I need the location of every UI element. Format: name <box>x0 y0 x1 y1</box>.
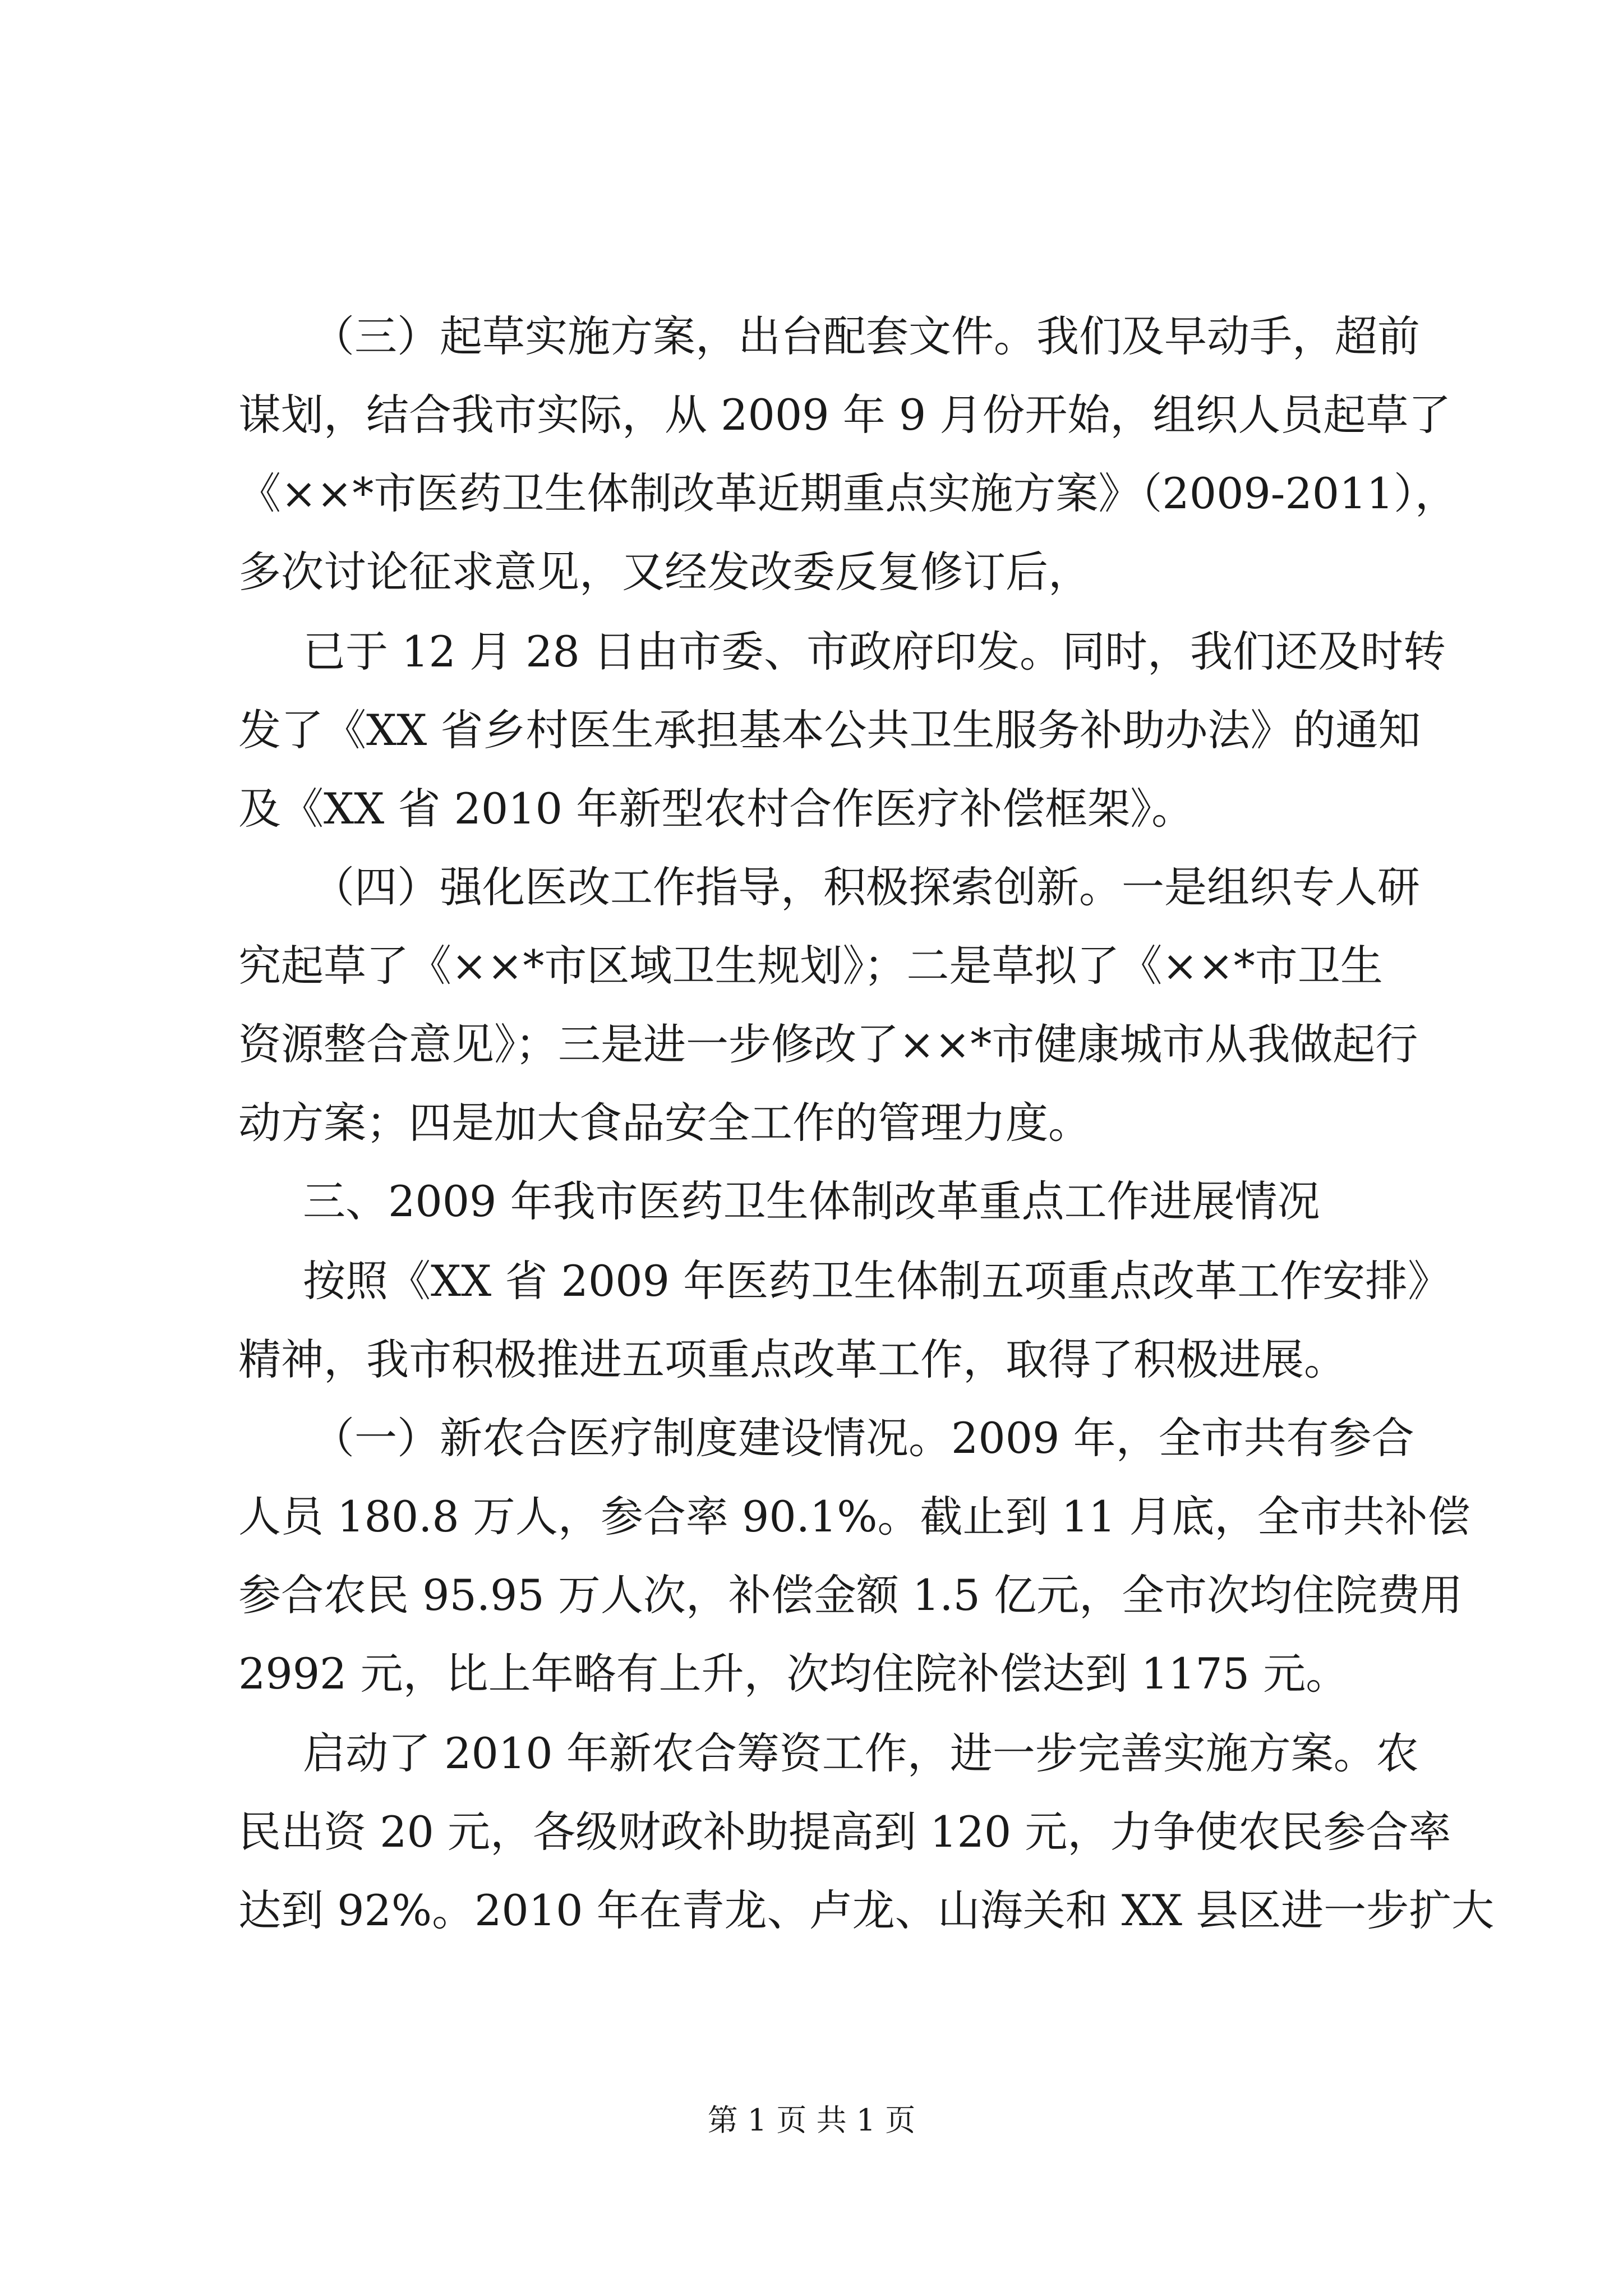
text-line: 人员 180.8 万人，参合率 90.1%。截止到 11 月底，全市共补偿 <box>238 1492 1470 1542</box>
text-line: 按照《XX 省 2009 年医药卫生体制五项重点改革工作安排》 <box>303 1256 1451 1306</box>
page-footer: 第 1 页 共 1 页 <box>707 2102 916 2138</box>
text-line: 资源整合意见》；三是进一步修改了××*市健康城市从我做起行 <box>238 1019 1418 1069</box>
text-line: 达到 92%。2010 年在青龙、卢龙、山海关和 XX 县区进一步扩大 <box>238 1885 1495 1935</box>
text-line: 启动了 2010 年新农合筹资工作，进一步完善实施方案。农 <box>303 1728 1419 1778</box>
text-line: 多次讨论征求意见，又经发改委反复修订后， <box>238 547 1091 597</box>
section-heading: 三、2009 年我市医药卫生体制改革重点工作进展情况 <box>303 1176 1320 1226</box>
text-line: 2992 元，比上年略有上升，次均住院补偿达到 1175 元。 <box>238 1649 1349 1699</box>
text-line: 谋划，结合我市实际，从 2009 年 9 月份开始，组织人员起草了 <box>238 390 1451 440</box>
text-line: 参合农民 95.95 万人次，补偿金额 1.5 亿元，全市次均住院费用 <box>238 1570 1463 1620</box>
text-line: 动方案；四是加大食品安全工作的管理力度。 <box>238 1098 1091 1148</box>
text-line: 发了《XX 省乡村医生承担基本公共卫生服务补助办法》的通知 <box>238 705 1421 755</box>
text-line: 究起草了《××*市区域卫生规划》；二是草拟了《××*市卫生 <box>238 941 1383 991</box>
text-line: 《××*市医药卫生体制改革近期重点实施方案》（2009-2011）， <box>238 468 1458 518</box>
text-line: （一）新农合医疗制度建设情况。2009 年，全市共有参合 <box>312 1413 1414 1463</box>
text-line: 已于 12 月 28 日由市委、市政府印发。同时，我们还及时转 <box>303 627 1446 677</box>
text-line: 民出资 20 元，各级财政补助提高到 120 元，力争使农民参合率 <box>238 1807 1451 1857</box>
text-line: 及《XX 省 2010 年新型农村合作医疗补偿框架》。 <box>238 784 1195 834</box>
text-line: （四）强化医改工作指导，积极探索创新。一是组织专人研 <box>312 862 1420 912</box>
text-line: （三）起草实施方案，出台配套文件。我们及早动手，超前 <box>312 311 1420 361</box>
text-line: 精神，我市积极推进五项重点改革工作，取得了积极进展。 <box>238 1335 1347 1384</box>
